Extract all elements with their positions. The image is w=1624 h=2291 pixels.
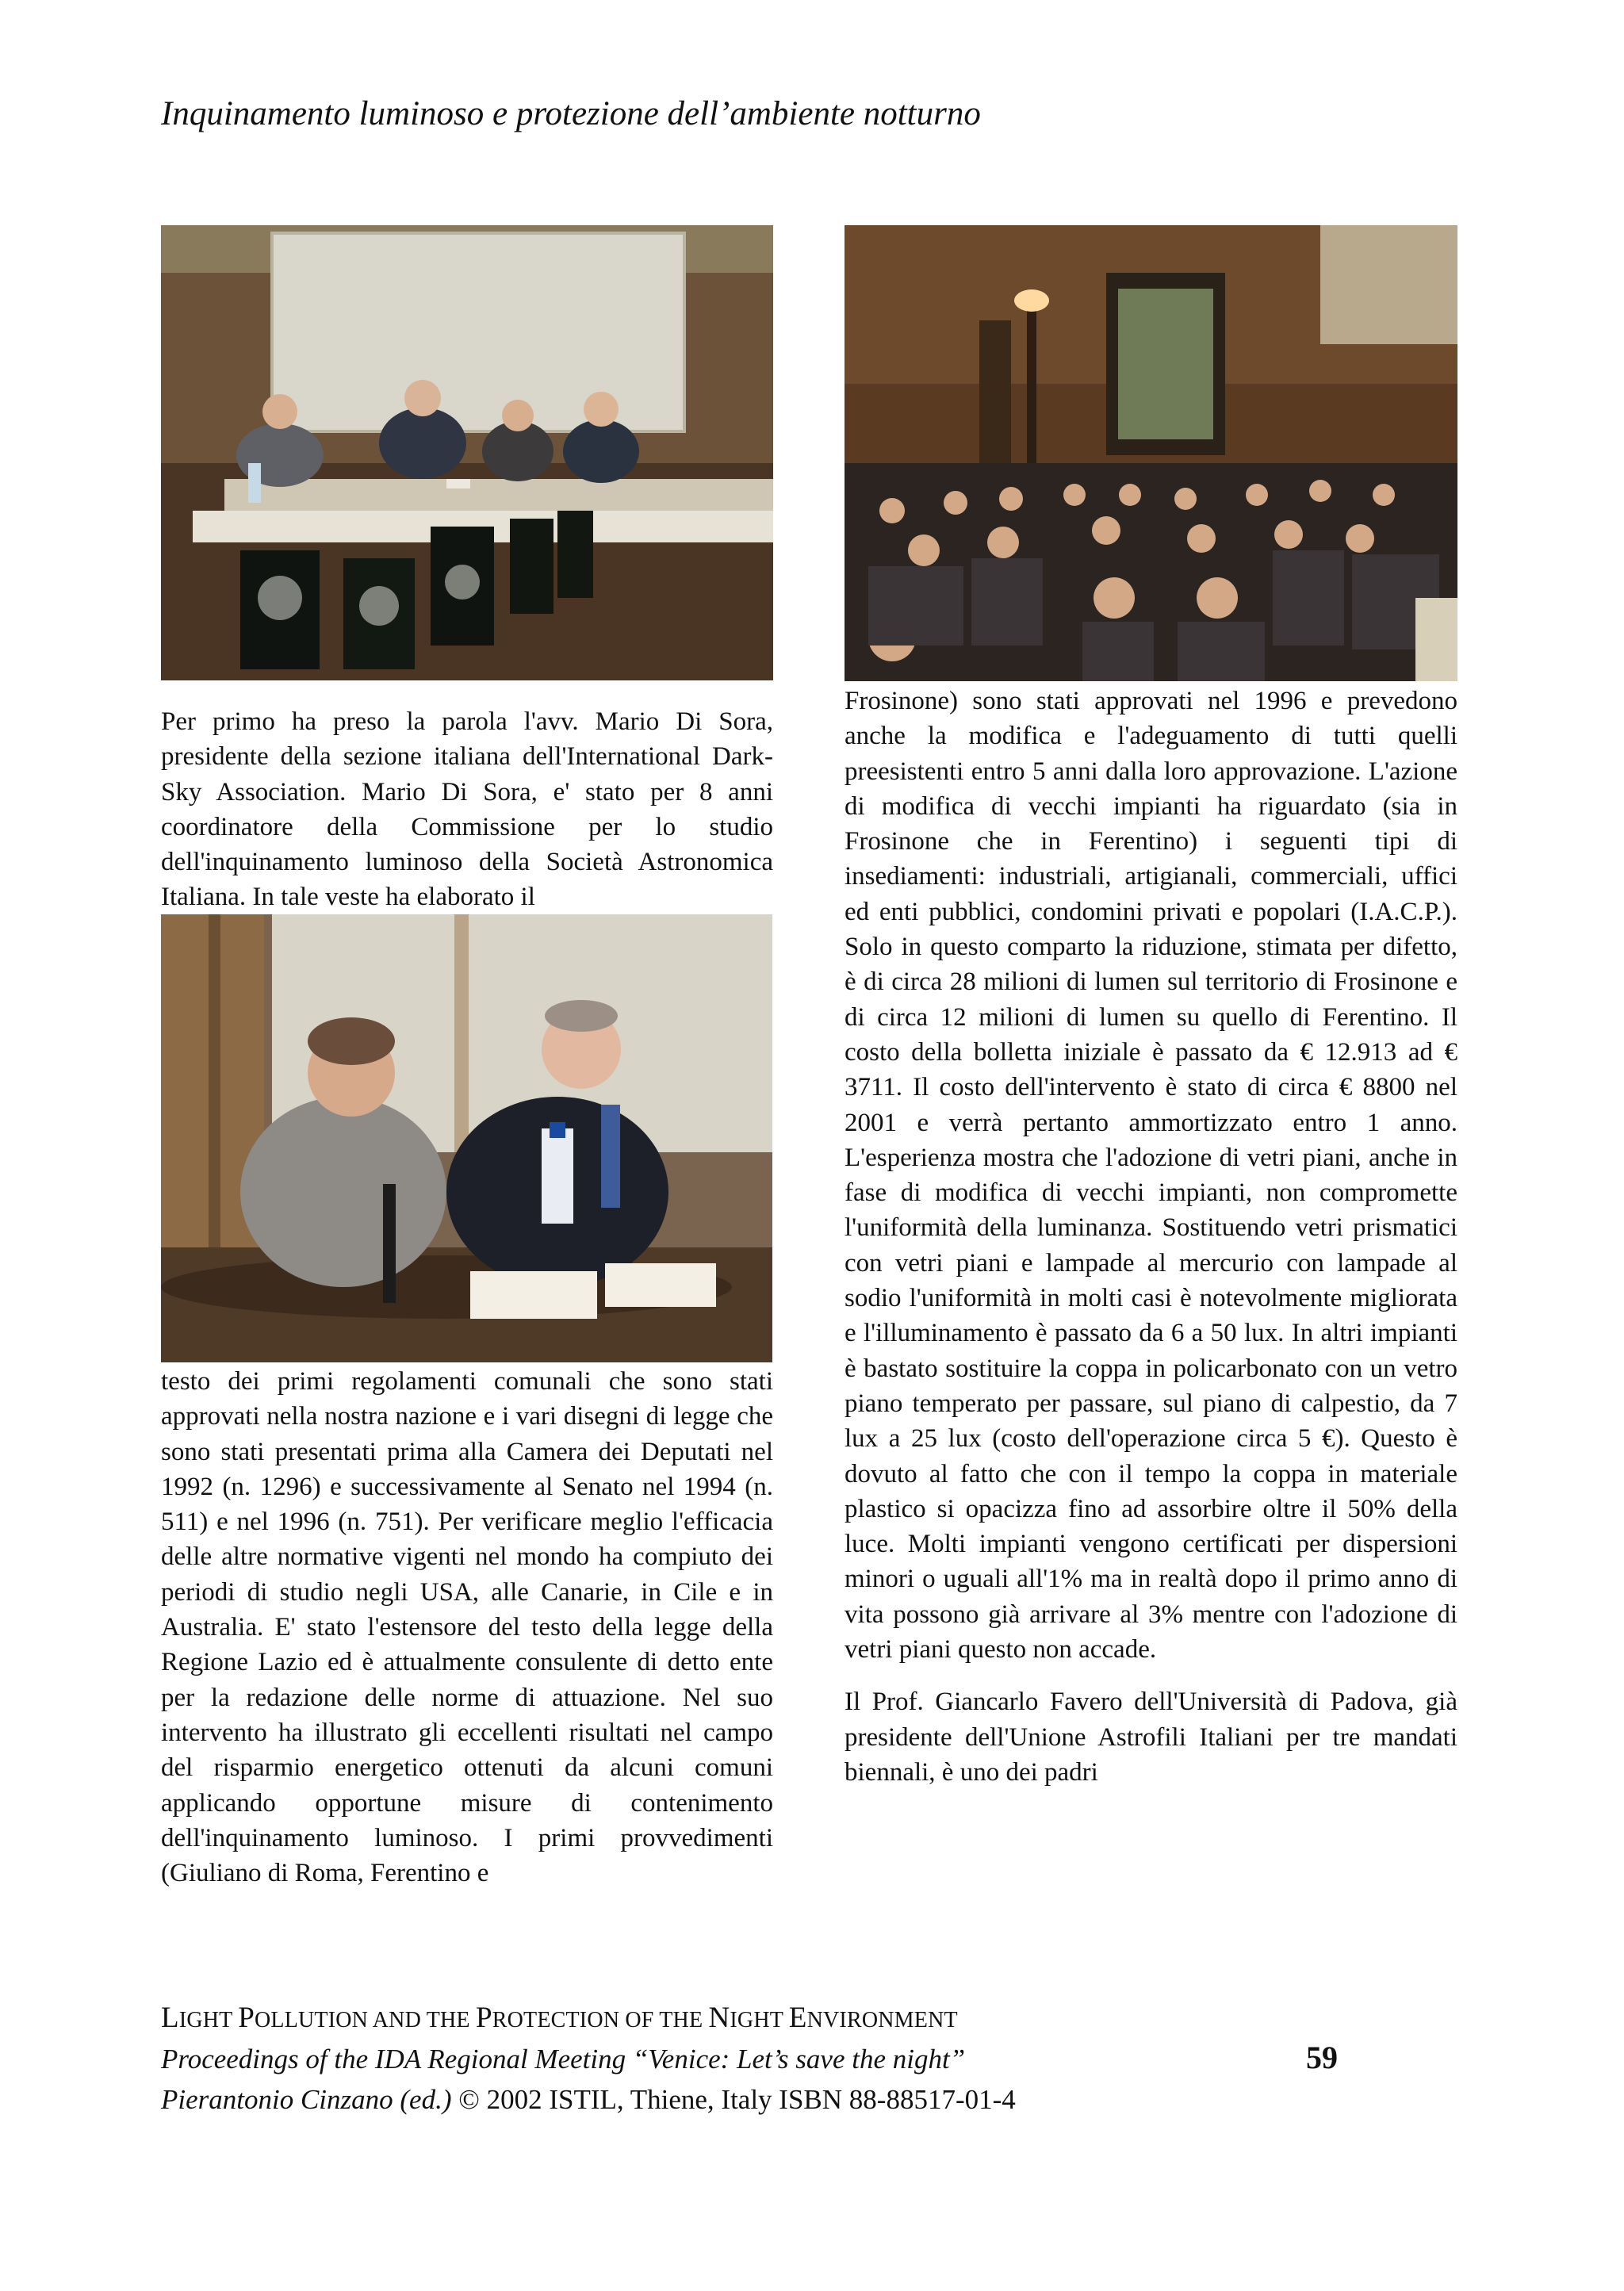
footer-editor: Pierantonio Cinzano (ed.) xyxy=(161,2084,452,2115)
paragraph: Per primo ha preso la parola l'avv. Mario Di Sora, presidente della sezione italiana dell'International Dark-Sky Association. Mario Di Sora, e' stato per 8 anni coordinatore della Commissione per lo studio dell'inquinamento luminoso della Società Astronomica Italiana. In tale veste ha elaborato il xyxy=(161,707,773,912)
footer-proceedings: Proceedings of the IDA Regional Meeting “Venice: Let’s save the night” xyxy=(161,2044,966,2075)
left-column-text-bottom xyxy=(161,1364,773,1891)
photo-audience xyxy=(845,225,1457,681)
left-column-text-top xyxy=(161,704,773,915)
footer-volume-title: LIGHT POLLUTION AND THE PROTECTION OF THE NIGHT ENVIRONMENT xyxy=(161,2002,958,2034)
paragraph: testo dei primi regolamenti comunali che sono stati approvati nella nostra nazione e i vari disegni di legge che sono stati presentati prima alla Camera dei Deputati nel 1992 (n. 1296) e successivamente al Senato nel 1994 (n. 511) e nel 1996 (n. 751). Per verificare meglio l'efficacia delle altre normative vigenti nel mondo ha compiuto dei periodi di studio negli USA, alle Canarie, in Cile e in Australia. E' stato l'estensore del testo della legge della Regione Lazio ed è attualmente consulente di detto ente per la redazione delle norme di attuazione. Nel suo intervento ha illustrato gli eccellenti risultati nel campo del risparmio energetico ottenuti da alcuni comuni applicando opportune misure di contenimento dell'inquinamento luminoso. I primi provvedimenti (Giuliano di Roma, Ferentino e xyxy=(161,1367,773,1888)
footer-isbn: © 2002 ISTIL, Thiene, Italy ISBN 88-88517-01-4 xyxy=(451,2084,1016,2115)
right-column-text xyxy=(845,684,1457,1790)
footer-copyright xyxy=(161,2082,1016,2118)
running-header: Inquinamento luminoso e protezione dell’ambiente notturno xyxy=(161,95,981,132)
photo-two-speakers xyxy=(161,914,772,1362)
paragraph: Frosinone) sono stati approvati nel 1996 e prevedono anche la modifica e l'adeguamento di tutti quelli preesistenti entro 5 anni dalla loro approvazione. L'azione di modifica di vecchi impianti ha riguardato (sia in Frosinone che in Ferentino) i seguenti tipi di insediamenti: industriali, artigianali, commerciali, uffici ed enti pubblici, condomini privati e popolari (I.A.C.P.). Solo in questo comparto la riduzione, stimata per difetto, è di circa 28 milioni di lumen sul territorio di Frosinone e di circa 12 milioni di lumen su quello di Ferentino. Il costo della bolletta iniziale è passato da € 12.913 ad € 3711. Il costo dell'intervento è stato di circa € 8800 nel 2001 e verrà pertanto ammortizzato entro 1 anno. L'esperienza mostra che l'adozione di vetri piani, anche in fase di modifica di vecchi impianti, non compromette l'uniformità della luminanza. Sostituendo vetri prismatici con vetri piani e lampade al mercurio con lampade al sodio l'uniformità in molti casi è notevolmente migliorata e l'illuminamento è passato da 6 a 50 lux. In altri impianti è bastato sostituire la coppa in policarbonato con un vetro piano temperato per passare, sul piano di calpestio, da 7 lux a 25 lux (costo dell'operazione circa 5 €). Questo è dovuto al fatto che con il tempo la coppa in materiale plastico si opacizza fino ad assorbire oltre il 50% della luce. Molti impianti vengono certificati per dispersioni minori o uguali all'1% ma in realtà dopo il primo anno di vita possono già arrivare al 3% mentre con l'adozione di vetri piani questo non accade. xyxy=(845,687,1457,1665)
page-number: 59 xyxy=(1306,2040,1338,2075)
paragraph: Il Prof. Giancarlo Favero dell'Università di Padova, già presidente dell'Unione Astrofili Italiani per tre mandati biennali, è uno dei padri xyxy=(845,1688,1457,1787)
photo-panel-speakers xyxy=(161,225,773,680)
